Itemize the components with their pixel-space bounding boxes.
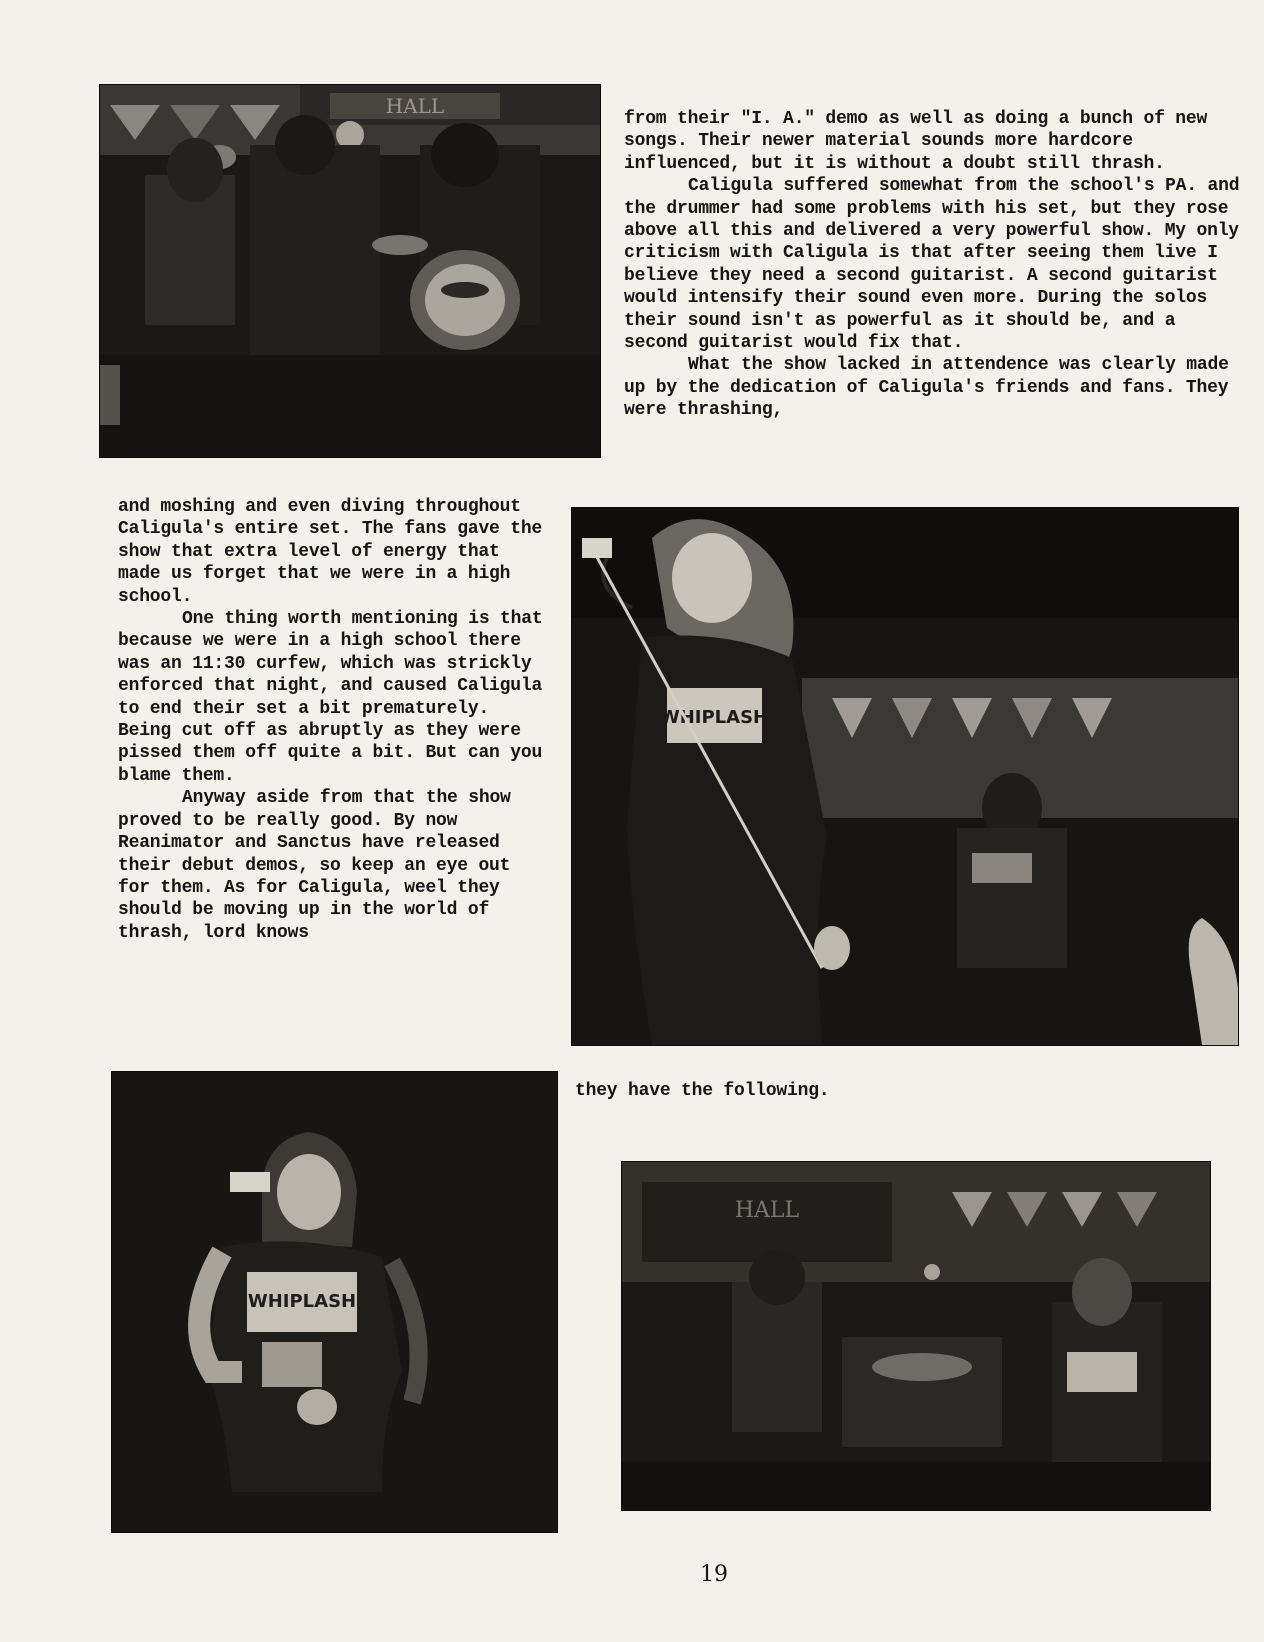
paragraph-moshing: and moshing and even diving throughout Caligula's entire set. The fans gave the show that extra level of energy that made us forget that we were in a high school. — [118, 497, 543, 607]
paragraph-aside: Anyway aside from that the show proved to be really good. By now Reanimator and Sanctus have released their debut demos, so keep an eye out for them. As for Caligula, weel they should be moving up in the world of thrash, lord knows — [118, 788, 511, 943]
paragraph-attendence: What the show lacked in attendence was clearly made up by the dedication of Caligula's friends and fans. They were thrashing, — [624, 355, 1229, 421]
text-column-top-right — [624, 108, 1240, 422]
photo-band-stage-drums — [100, 85, 600, 457]
paragraph-following: they have the following. — [575, 1081, 830, 1101]
photo-band-hall-banner — [622, 1162, 1210, 1510]
svg-text:HALL: HALL — [385, 94, 445, 118]
page-number: 19 — [700, 1562, 728, 1587]
text-following — [575, 1080, 1175, 1102]
paragraph-demo: from their "I. A." demo as well as doing a bunch of new songs. Their newer material sounds more hardcore influenced, but it is without a doubt still thrash. — [624, 109, 1208, 174]
photo-singer-whiplash-tee — [112, 1072, 557, 1532]
paragraph-curfew: One thing worth mentioning is that because we were in a high school there was an 11:30 curfew, which was strickly enforced that night, and caused Caligula to end their set a bit prematurely. Being cut off as abruptly as they were pissed them off quite a bit. But can you blame them. — [118, 609, 543, 786]
photo-shirt-text-2: WHIPLASH — [247, 1291, 357, 1312]
paragraph-caligula-pa: Caligula suffered somewhat from the school's PA. and the drummer had some problems with his set, but they rose above all this and delivered a very powerful show. My only criticism with Caligula is that after seeing them live I believe they need a second guitarist. A second guitarist would intensify their sound even more. During the solos their sound isn't as powerful as it should be, and a second guitarist would fix that. — [624, 176, 1240, 354]
svg-text:HALL: HALL — [734, 1198, 800, 1223]
photo-shirt-text: WHIPLASH — [659, 707, 769, 728]
text-column-left — [118, 496, 548, 944]
photo-singer-microphone — [572, 508, 1238, 1045]
